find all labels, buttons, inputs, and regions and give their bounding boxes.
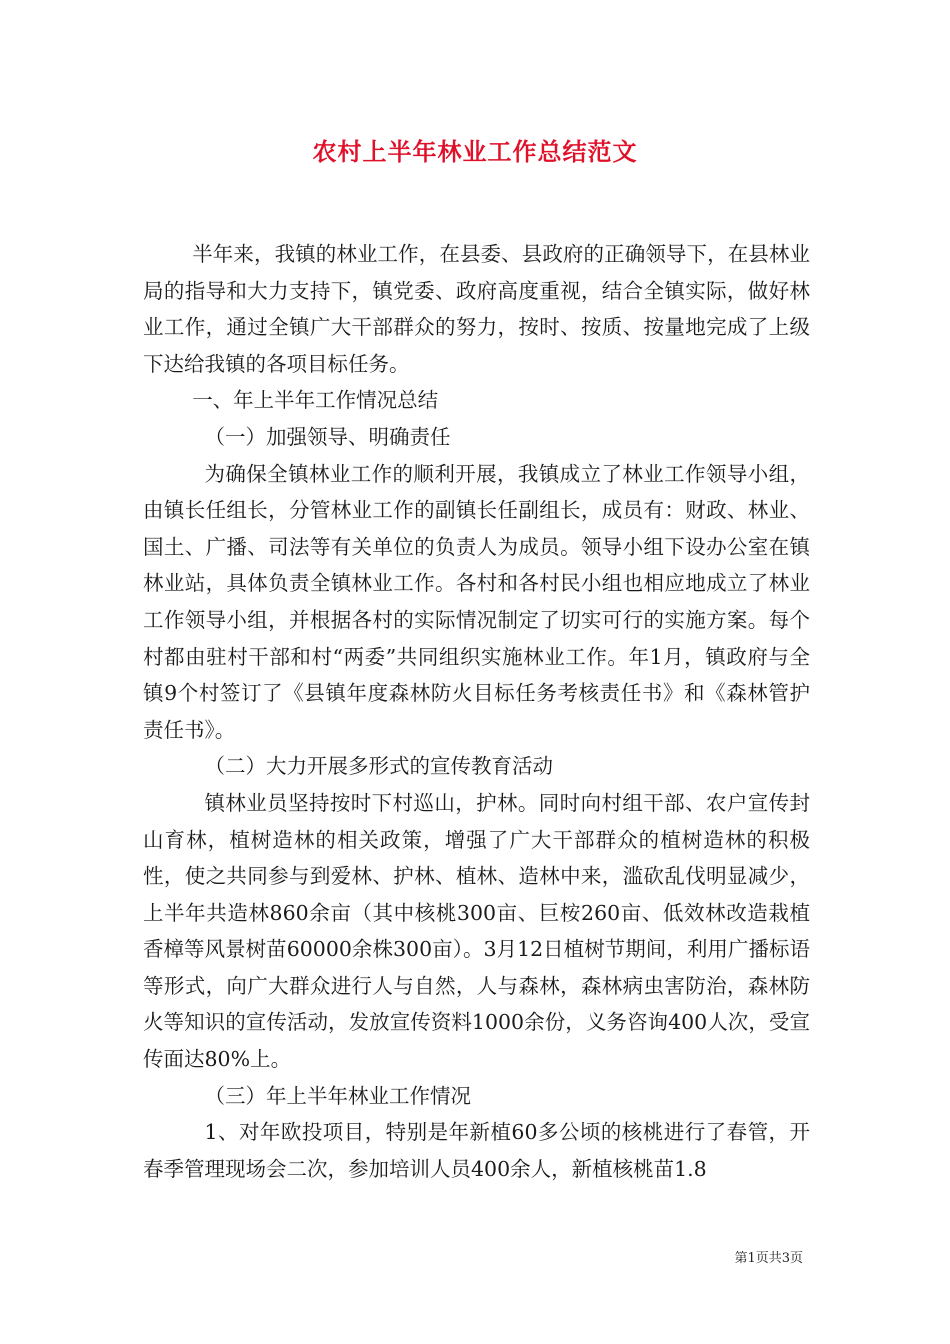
body-paragraph: 1、对年欧投项目，特别是年新植60多公顷的核桃进行了春管，开春季管理现场会二次，参加培训人员400余人，新植核桃苗1.8 [143,1120,810,1181]
subsection-heading-1: （一）加强领导、明确责任 [204,424,451,449]
body-paragraph: 镇林业员坚持按时下村巡山，护林。同时向村组干部、农户宣传封山育林，植树造林的相关政策，增强了广大干部群众的植树造林的积极性，使之共同参与到爱林、护林、植林、造林中来，滥砍乱伐明显减少，上半年共造林860余亩（其中核桃300亩、巨桉260亩、低效林改造栽植香樟等风景树苗60000余株300亩）。3月12日植树节期间，利用广播标语等形式，向广大群众进行人与自然，人与森林，森林病虫害防治，森林防火等知识的宣传活动，发放宣传资料1000余份，义务咨询400人次，受宣传面达80%上。 [143,790,810,1072]
body-paragraph: 为确保全镇林业工作的顺利开展，我镇成立了林业工作领导小组，由镇长任组长，分管林业工作的副镇长任副组长，成员有：财政、林业、国土、广播、司法等有关单位的负责人为成员。领导小组下设办公室在镇林业站，具体负责全镇林业工作。各村和各村民小组也相应地成立了林业工作领导小组，并根据各村的实际情况制定了切实可行的实施方案。每个村都由驻村干部和村“两委”共同组织实施林业工作。年1月，镇政府与全镇9个村签订了《县镇年度森林防火目标任务考核责任书》和《森林管护责任书》。 [143,461,810,742]
section-heading-1: 一、年上半年工作情况总结 [192,388,439,413]
document-title: 农村上半年林业工作总结范文 [312,138,638,166]
intro-paragraph: 半年来，我镇的林业工作，在县委、县政府的正确领导下，在县林业局的指导和大力支持下，镇党委、政府高度重视，结合全镇实际，做好林业工作，通过全镇广大干部群众的努力，按时、按质、按量地完成了上级下达给我镇的各项目标任务。 [143,242,810,376]
subsection-heading-2: （二）大力开展多形式的宣传教育活动 [204,754,553,779]
page-number: 第1页共3页 [734,1251,803,1266]
document-body [143,236,810,1187]
subsection-heading-3: （三）年上半年林业工作情况 [204,1083,471,1108]
